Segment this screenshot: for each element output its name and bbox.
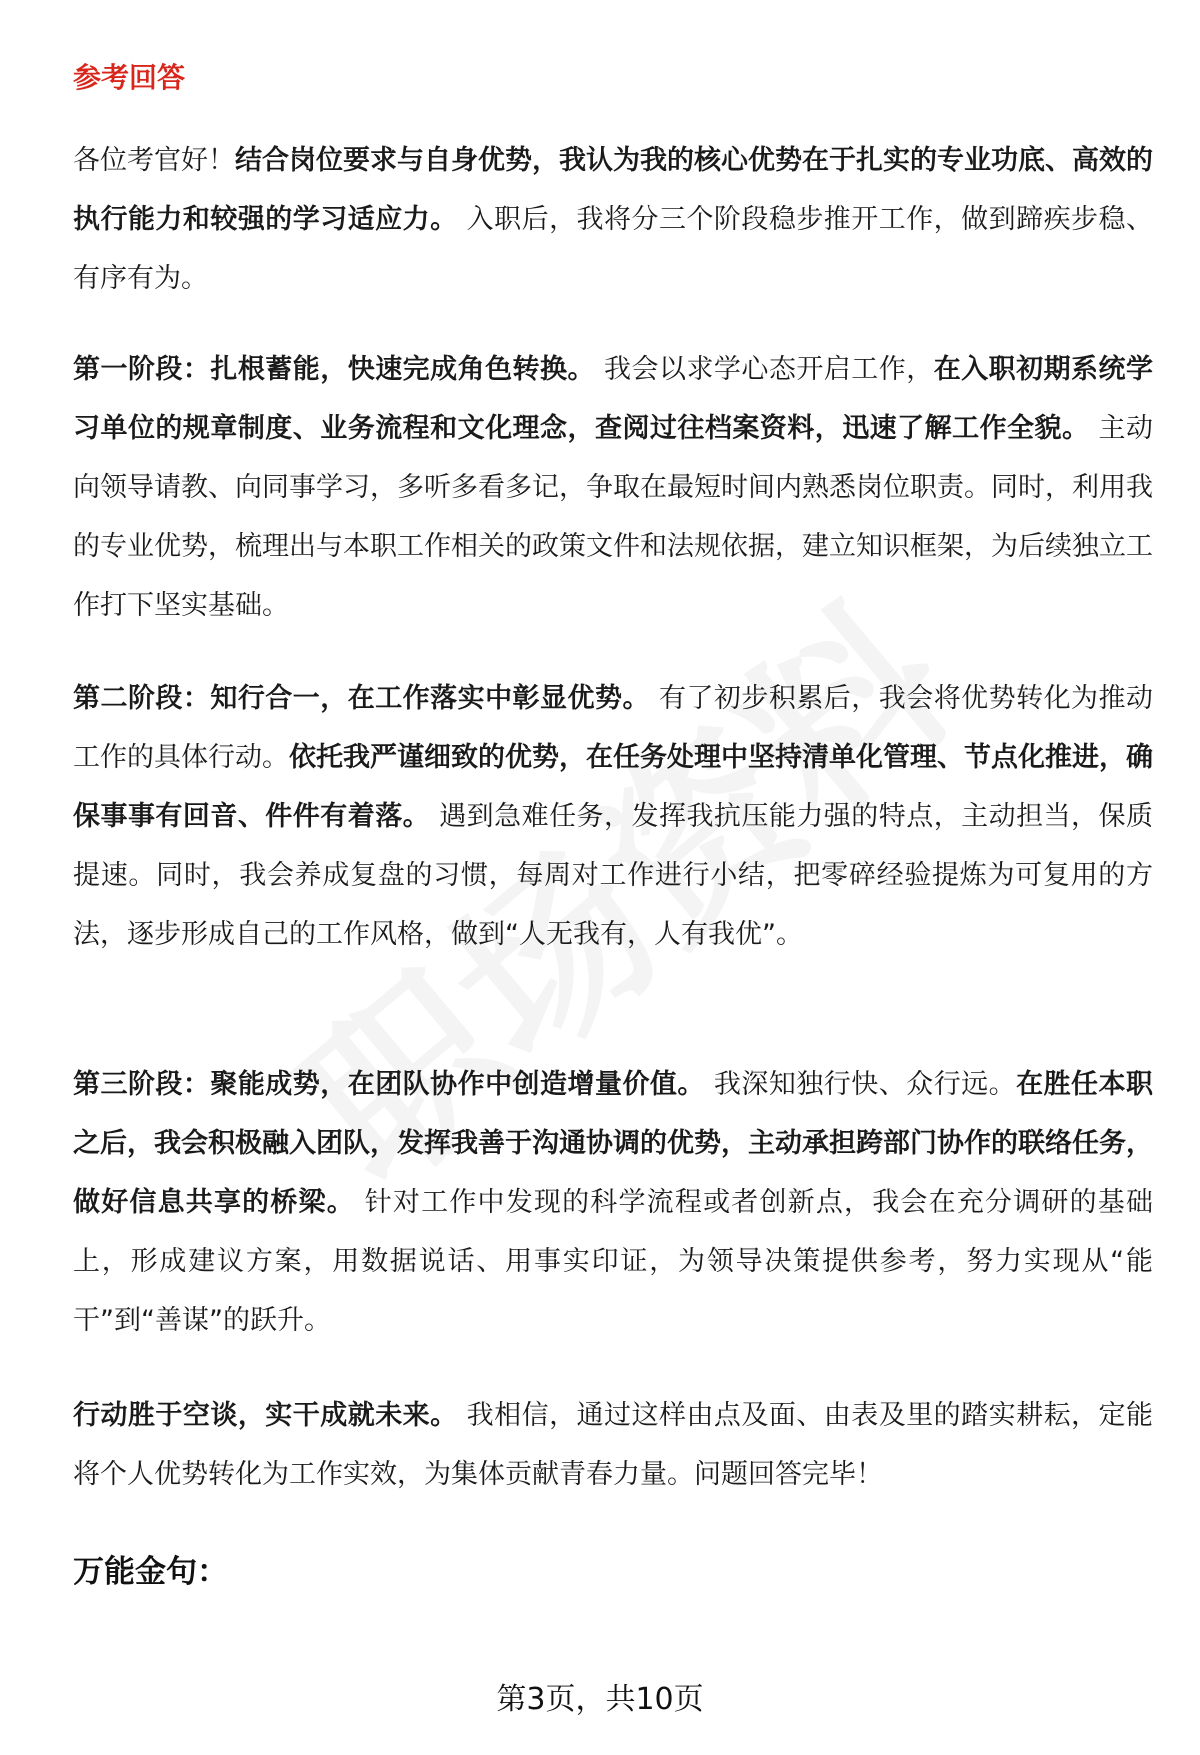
stage3-title: 第三阶段：聚能成势，在团队协作中创造增量价值。 — [73, 1069, 705, 1100]
golden-sentences-heading: 万能金句： — [73, 1554, 228, 1590]
stage2-title: 第二阶段：知行合一，在工作落实中彰显优势。 — [73, 683, 650, 714]
closing-bold: 行动胜于空谈，实干成就未来。 — [73, 1400, 458, 1431]
page-number-footer: 第3页，共10页 — [496, 1682, 704, 1717]
stage1-paragraph — [73, 340, 1153, 635]
stage3-paragraph — [73, 1055, 1153, 1350]
answer-heading: 参考回答 — [73, 61, 186, 94]
stage3-text-2: 针对工作中发现的科学流程或者创新点，我会在充分调研的基础上，形成建议方案，用数据说话、用事实印证，为领导决策提供参考，努力实现从“能干”到“善谋”的跃升。 — [73, 1187, 1153, 1336]
intro-greeting: 各位考官好！ — [73, 145, 235, 176]
stage1-text-2: 主动向领导请教、向同事学习，多听多看多记，争取在最短时间内熟悉岗位职责。同时，利用我的专业优势，梳理出与本职工作相关的政策文件和法规依据，建立知识框架，为后续独立工作打下坚实基础。 — [73, 413, 1153, 621]
stage2-paragraph — [73, 669, 1153, 964]
stage3-text-1: 我深知独行快、众行远。 — [704, 1069, 1017, 1100]
stage1-text-1: 我会以求学心态开启工作， — [594, 354, 934, 385]
closing-text: 我相信，通过这样由点及面、由表及里的踏实耕耘，定能将个人优势转化为工作实效，为集体贡献青春力量。问题回答完毕！ — [73, 1400, 1153, 1490]
intro-paragraph — [73, 131, 1153, 308]
stage2-text-1: 有了初步积累后，我会将优势转化为推动工作的具体行动。 — [73, 683, 1153, 773]
intro-bold: 结合岗位要求与自身优势，我认为我的核心优势在于扎实的专业功底、高效的执行能力和较强的学习适应力。 — [73, 145, 1153, 235]
stage2-text-2: 遇到急难任务，发挥我抗压能力强的特点，主动担当，保质提速。同时，我会养成复盘的习惯，每周对工作进行小结，把零碎经验提炼为可复用的方法，逐步形成自己的工作风格，做到“人无我有，人有我优”。 — [73, 801, 1153, 950]
stage2-bold-2: 依托我严谨细致的优势，在任务处理中坚持清单化管理、节点化推进，确保事事有回音、件件有着落。 — [73, 742, 1153, 832]
stage3-bold-2: 在胜任本职之后，我会积极融入团队，发挥我善于沟通协调的优势，主动承担跨部门协作的联络任务，做好信息共享的桥梁。 — [73, 1069, 1153, 1218]
stage1-bold-2: 在入职初期系统学习单位的规章制度、业务流程和文化理念，查阅过往档案资料，迅速了解工作全貌。 — [73, 354, 1153, 444]
closing-paragraph — [73, 1386, 1153, 1504]
stage1-title: 第一阶段：扎根蓄能，快速完成角色转换。 — [73, 354, 595, 385]
intro-text: 入职后，我将分三个阶段稳步推开工作，做到蹄疾步稳、有序有为。 — [73, 204, 1153, 294]
